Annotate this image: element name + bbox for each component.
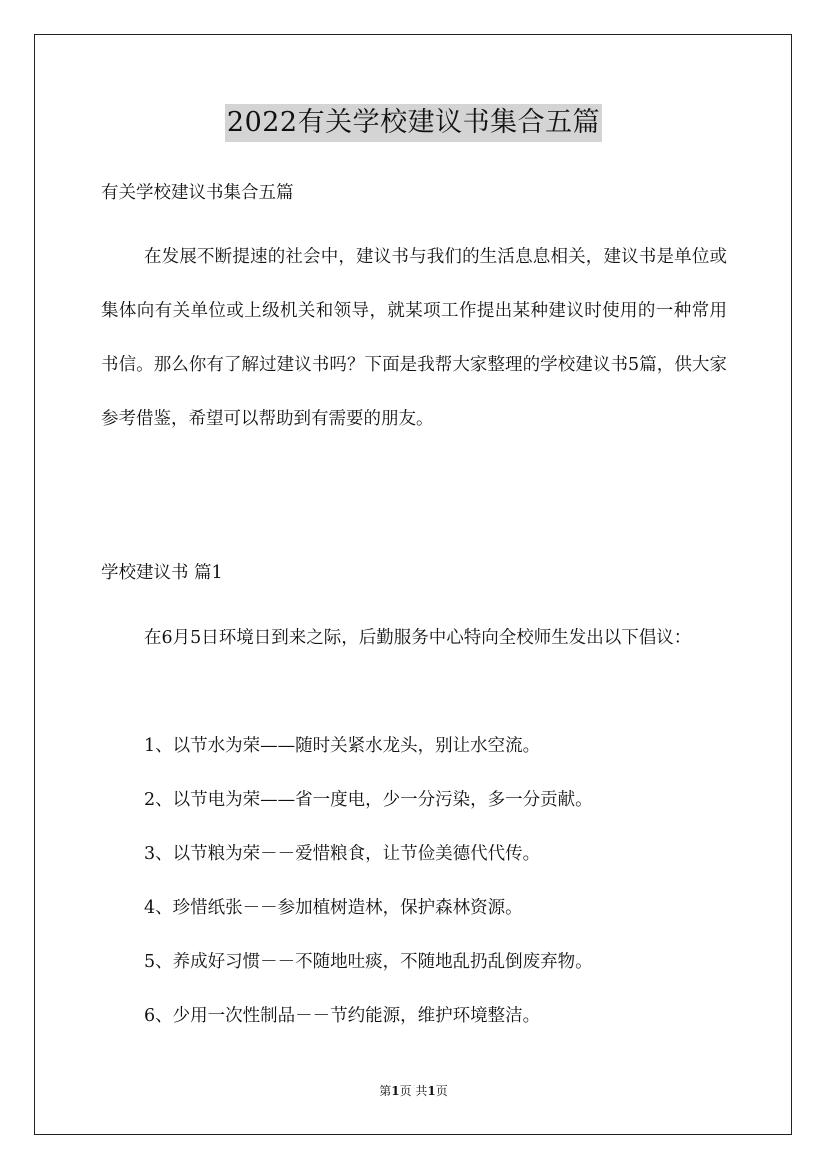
list-item: 4、珍惜纸张－－参加植树造林，保护森林资源。 [144,898,523,918]
list-item: 1、以节水为荣——随时关紧水龙头，别让水空流。 [144,736,541,756]
page-footer [0,1082,827,1099]
section-heading: 学校建议书 篇1 [101,563,223,583]
page-total: 1 [427,1084,436,1098]
list-item: 5、养成好习惯－－不随地吐痰，不随地乱扔乱倒废弃物。 [144,952,593,972]
section-paragraph: 在6月5日环境日到来之际，后勤服务中心特向全校师生发出以下倡议： [144,628,692,648]
page-label-mid: 页 共 [399,1084,428,1098]
list-item: 3、以节粮为荣－－爱惜粮食，让节俭美德代代传。 [144,844,541,864]
page-label-prefix: 第 [379,1084,392,1098]
proposal-list [144,719,593,1043]
list-item: 6、少用一次性制品－－节约能源，维护环境整洁。 [144,1006,541,1026]
list-item: 2、以节电为荣——省一度电，少一分污染，多一分贡献。 [144,790,593,810]
intro-paragraph: 在发展不断提速的社会中，建议书与我们的生活息息相关，建议书是单位或集体向有关单位或上级机关和领导，就某项工作提出某种建议时使用的一种常用书信。那么你有了解过建议书吗？下面是我帮大家整理的学校建议书5篇，供大家参考借鉴，希望可以帮助到有需要的朋友。 [101,247,727,429]
page-label-suffix: 页 [435,1084,448,1098]
document-title: 2022有关学校建议书集合五篇 [225,104,602,142]
document-subtitle: 有关学校建议书集合五篇 [101,183,294,203]
title-container [0,104,827,142]
page-current: 1 [391,1084,400,1098]
